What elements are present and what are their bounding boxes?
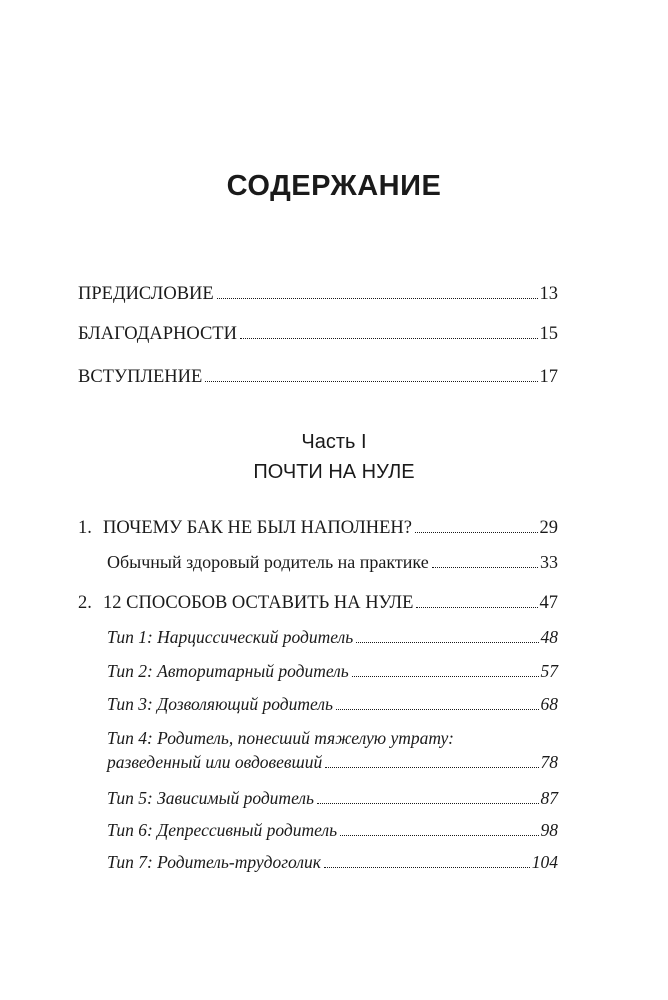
entry-label: БЛАГОДАРНОСТИ	[78, 324, 237, 344]
toc-entry-chapter-1[interactable]	[78, 518, 558, 539]
chapter-number: 2.	[78, 593, 92, 613]
entry-label: ПОЧЕМУ БАК НЕ БЫЛ НАПОЛНЕН?	[103, 518, 412, 538]
entry-page: 78	[540, 752, 558, 772]
toc-entry-chapter-2[interactable]	[78, 593, 558, 614]
entry-label: ВСТУПЛЕНИЕ	[78, 367, 203, 387]
dot-leader	[205, 381, 537, 382]
dot-leader	[352, 676, 539, 677]
toc-entry-type-6[interactable]	[107, 820, 558, 841]
entry-label: Тип 7: Родитель-трудоголик	[107, 852, 321, 872]
dot-leader	[340, 835, 538, 836]
entry-label: Тип 2: Авторитарный родитель	[107, 661, 349, 681]
toc-entry-preface[interactable]	[78, 284, 558, 305]
dot-leader	[416, 607, 537, 608]
entry-label: Обычный здоровый родитель на практике	[107, 552, 429, 572]
entry-page: 98	[540, 820, 558, 840]
dot-leader	[317, 803, 538, 804]
dot-leader	[325, 767, 538, 768]
entry-label: Тип 3: Дозволяющий родитель	[107, 694, 333, 714]
dot-leader	[217, 298, 538, 299]
toc-entry-type-4[interactable]	[107, 752, 558, 773]
entry-page: 57	[540, 661, 558, 681]
chapter-number: 1.	[78, 518, 92, 538]
dot-leader	[432, 567, 538, 568]
toc-entry-type-3[interactable]	[107, 694, 558, 715]
part-title: ПОЧТИ НА НУЛЕ	[253, 461, 415, 483]
entry-page: 15	[539, 324, 558, 344]
entry-label: Тип 1: Нарциссический родитель	[107, 627, 354, 647]
entry-label: Тип 5: Зависимый родитель	[107, 788, 315, 808]
toc-entry-type-2[interactable]	[107, 661, 558, 682]
dot-leader	[324, 867, 530, 868]
entry-page: 17	[539, 367, 558, 387]
entry-page: 48	[540, 627, 558, 647]
entry-page: 104	[531, 852, 558, 872]
entry-label: Тип 6: Депрессивный родитель	[107, 820, 338, 840]
dot-leader	[356, 642, 538, 643]
entry-label: 12 СПОСОБОВ ОСТАВИТЬ НА НУЛЕ	[103, 593, 414, 613]
entry-label: разведенный или овдовевший	[107, 752, 323, 772]
part-label: Часть I	[301, 431, 367, 453]
dot-leader	[240, 338, 538, 339]
toc-entry-type-4-line1: Тип 4: Родитель, понесший тяжелую утрату:	[107, 728, 454, 748]
entry-page: 47	[539, 593, 558, 613]
entry-page: 33	[540, 552, 558, 572]
toc-title: СОДЕРЖАНИЕ	[226, 170, 442, 202]
entry-page: 29	[539, 518, 558, 538]
toc-entry-type-1[interactable]	[107, 627, 558, 648]
toc-entry-type-5[interactable]	[107, 788, 558, 809]
entry-label: ПРЕДИСЛОВИЕ	[78, 284, 214, 304]
toc-entry-type-7[interactable]	[107, 852, 558, 873]
entry-page: 13	[539, 284, 558, 304]
toc-entry-acknowledgements[interactable]	[78, 324, 558, 345]
dot-leader	[336, 709, 539, 710]
entry-page: 68	[540, 694, 558, 714]
toc-entry-subsection[interactable]	[107, 552, 558, 573]
entry-page: 87	[540, 788, 558, 808]
dot-leader	[415, 532, 538, 533]
toc-entry-introduction[interactable]	[78, 367, 558, 388]
